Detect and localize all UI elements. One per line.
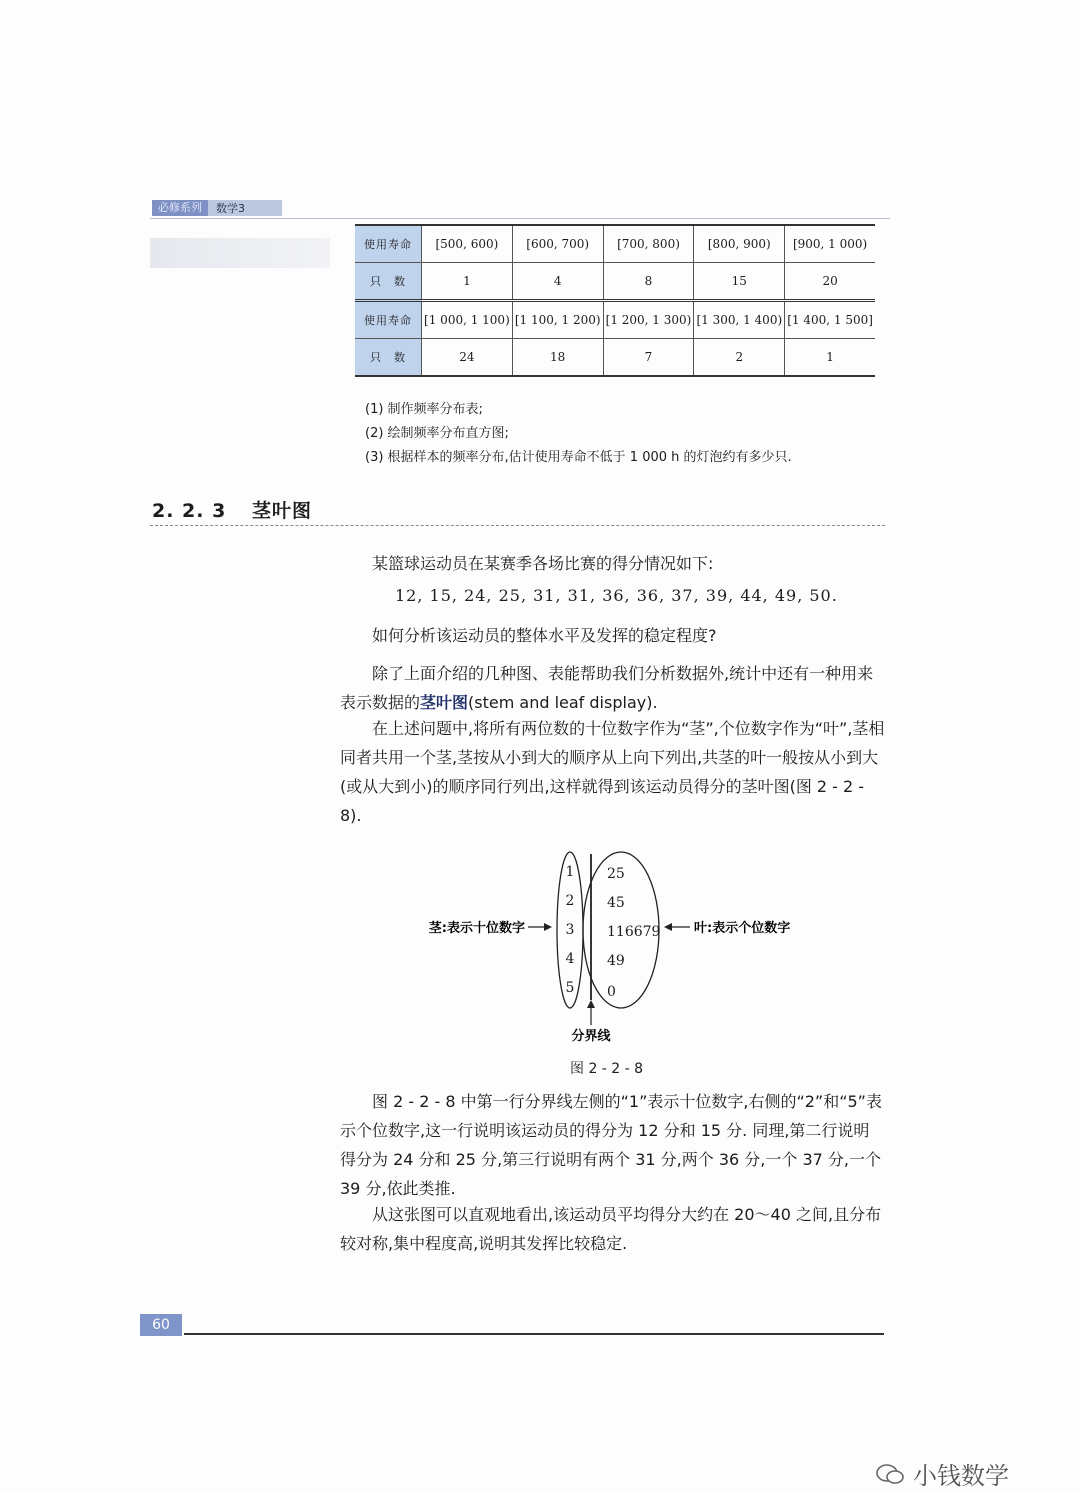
table-cell: [1 000, 1 100)	[422, 301, 513, 339]
book-label: 数学3	[216, 202, 245, 215]
table-cell: 15	[694, 263, 785, 301]
leaf-value: 45	[607, 895, 625, 911]
leaf-value: 116679	[607, 924, 661, 940]
lifespan-table	[355, 224, 875, 377]
page-number: 60	[140, 1314, 182, 1336]
table-cell: [700, 800)	[603, 225, 694, 263]
section-heading	[152, 496, 312, 523]
row-header: 只 数	[355, 263, 422, 301]
figure-caption: 图 2 - 2 - 8	[570, 1061, 644, 1077]
section-title: 茎叶图	[251, 500, 312, 522]
table-cell: [1 200, 1 300)	[603, 301, 694, 339]
explanation-paragraph: 在上述问题中,将所有两位数的十位数字作为“茎”,个位数字作为“叶”,茎相同者共用一个茎,茎按从小到大的顺序从上向下列出,共茎的叶一般按从小到大(或从大到小)的顺序同行列出,这样就得到该运动员得分的茎叶图(图 2 - 2 - 8).	[340, 719, 885, 825]
leaf-value: 25	[607, 866, 625, 882]
table-cell: 7	[603, 339, 694, 377]
exercise-question: (1) 制作频率分布表;	[365, 402, 483, 417]
stem-value: 2	[565, 893, 575, 909]
table-cell: 2	[694, 339, 785, 377]
table-cell: [1 100, 1 200)	[512, 301, 603, 339]
running-header	[152, 200, 282, 216]
conclusion-paragraph: 从这张图可以直观地看出,该运动员平均得分大约在 20～40 之间,且分布较对称,集中程度高,说明其发挥比较稳定.	[340, 1205, 882, 1253]
footer-rule	[184, 1333, 884, 1335]
table-cell: 4	[512, 263, 603, 301]
paragraph-text: (stem and leaf display).	[468, 693, 658, 712]
row-header: 只 数	[355, 339, 422, 377]
table-cell: 1	[422, 263, 513, 301]
chat-bubble-icon	[875, 1463, 905, 1485]
section-rule	[150, 525, 885, 526]
table-cell: [900, 1 000)	[785, 225, 875, 263]
margin-shadow	[150, 238, 330, 268]
exercise-question: (2) 绘制频率分布直方图;	[365, 426, 509, 441]
leaf-value: 0	[607, 984, 616, 1000]
stem-label: 茎:表示十位数字	[428, 921, 525, 936]
table-cell: [500, 600)	[422, 225, 513, 263]
leaf-value: 49	[607, 953, 625, 969]
table-cell: [1 400, 1 500]	[785, 301, 875, 339]
table-cell: [600, 700)	[512, 225, 603, 263]
table-row	[355, 225, 875, 263]
stem-value: 5	[565, 980, 575, 996]
stem-arrowhead	[544, 923, 552, 931]
table-cell: 24	[422, 339, 513, 377]
table-cell: 20	[785, 263, 875, 301]
row-header: 使用寿命	[355, 301, 422, 339]
table-cell: [800, 900)	[694, 225, 785, 263]
divider-arrowhead	[587, 1000, 595, 1008]
intro-paragraph: 某篮球运动员在某赛季各场比赛的得分情况如下:	[372, 554, 714, 573]
watermark-text: 小钱数学	[913, 1462, 1009, 1490]
section-number: 2. 2. 3	[152, 500, 227, 522]
stem-value: 1	[565, 864, 575, 880]
watermark	[875, 1456, 1009, 1491]
table-cell: 1	[785, 339, 875, 377]
table-cell: 8	[603, 263, 694, 301]
score-data: 12, 15, 24, 25, 31, 31, 36, 36, 37, 39, 44, 49, 50.	[395, 586, 838, 605]
stem-value: 4	[565, 951, 575, 967]
table-row	[355, 301, 875, 339]
interpretation-paragraph: 图 2 - 2 - 8 中第一行分界线左侧的“1”表示十位数字,右侧的“2”和“5”表示个位数字,这一行说明该运动员的得分为 12 分和 15 分. 同理,第二行说明得分为 24 分和 25 分,第三行说明有两个 31 分,两个 36 分,一个 37 分,一个 39 分,依此类推.	[340, 1092, 882, 1198]
stem-value: 3	[565, 922, 575, 938]
paragraph-text: 除了上面介绍的几种图、表能帮助我们分析数据外,统计中还有一种用来表示数据的	[340, 664, 874, 712]
question-paragraph: 如何分析该运动员的整体水平及发挥的稳定程度?	[372, 626, 717, 645]
series-label: 必修系列	[152, 200, 208, 216]
key-term: 茎叶图	[420, 693, 469, 712]
table-row	[355, 263, 875, 301]
divider-label: 分界线	[571, 1029, 611, 1044]
header-rule	[150, 218, 890, 219]
definition-paragraph	[340, 659, 885, 717]
stem-leaf-figure	[400, 850, 840, 1045]
row-header: 使用寿命	[355, 225, 422, 263]
leaf-arrowhead	[664, 923, 672, 931]
table-row	[355, 339, 875, 377]
leaf-label: 叶:表示个位数字	[694, 921, 791, 936]
table-cell: [1 300, 1 400)	[694, 301, 785, 339]
table-cell: 18	[512, 339, 603, 377]
exercise-question: (3) 根据样本的频率分布,估计使用寿命不低于 1 000 h 的灯泡约有多少只.	[365, 450, 792, 465]
